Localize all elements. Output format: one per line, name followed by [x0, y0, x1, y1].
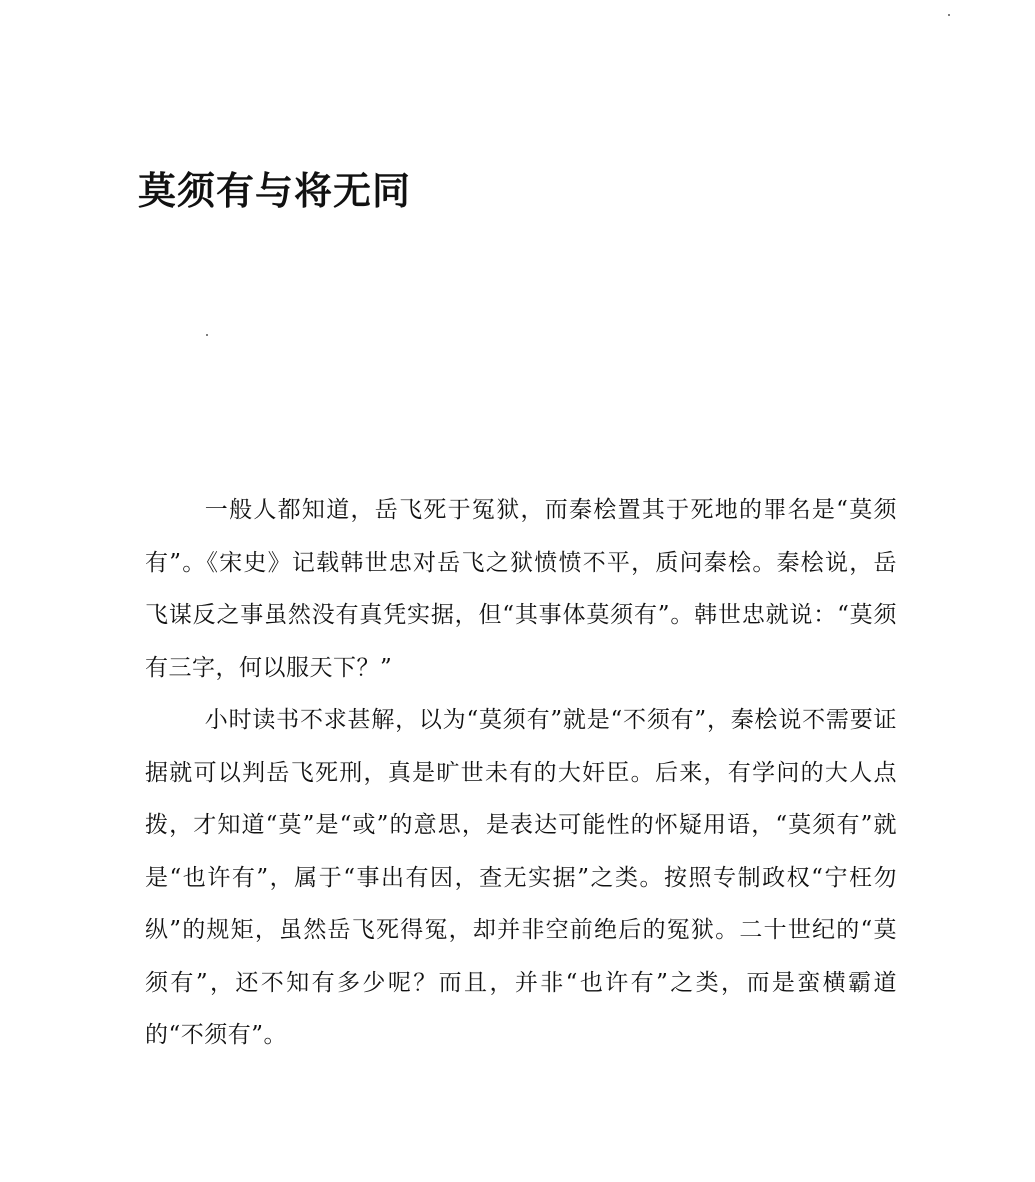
page-title: 莫须有与将无同	[138, 168, 412, 213]
paragraph: 一般人都知道，岳飞死于冤狱，而秦桧置其于死地的罪名是“莫须有”。《宋史》记载韩世忠对岳飞之狱愤愤不平，质问秦桧。秦桧说，岳飞谋反之事虽然没有真凭实据，但“其事体莫须有”。韩世忠就说：“莫须有三字，何以服天下？”	[145, 497, 897, 681]
paragraph: 小时读书不求甚解，以为“莫须有”就是“不须有”，秦桧说不需要证据就可以判岳飞死刑，真是旷世未有的大奸臣。后来，有学问的大人点拨，才知道“莫”是“或”的意思，是表达可能性的怀疑用语，“莫须有”就是“也许有”，属于“事出有因，查无实据”之类。按照专制政权“宁枉勿纵”的规矩，虽然岳飞死得冤，却并非空前绝后的冤狱。二十世纪的“莫须有”，还不知有多少呢？而且，并非“也许有”之类，而是蛮横霸道的“不须有”。	[145, 707, 897, 1048]
scan-speck	[206, 334, 208, 336]
body-text	[145, 484, 897, 1062]
scan-speck	[948, 14, 950, 16]
